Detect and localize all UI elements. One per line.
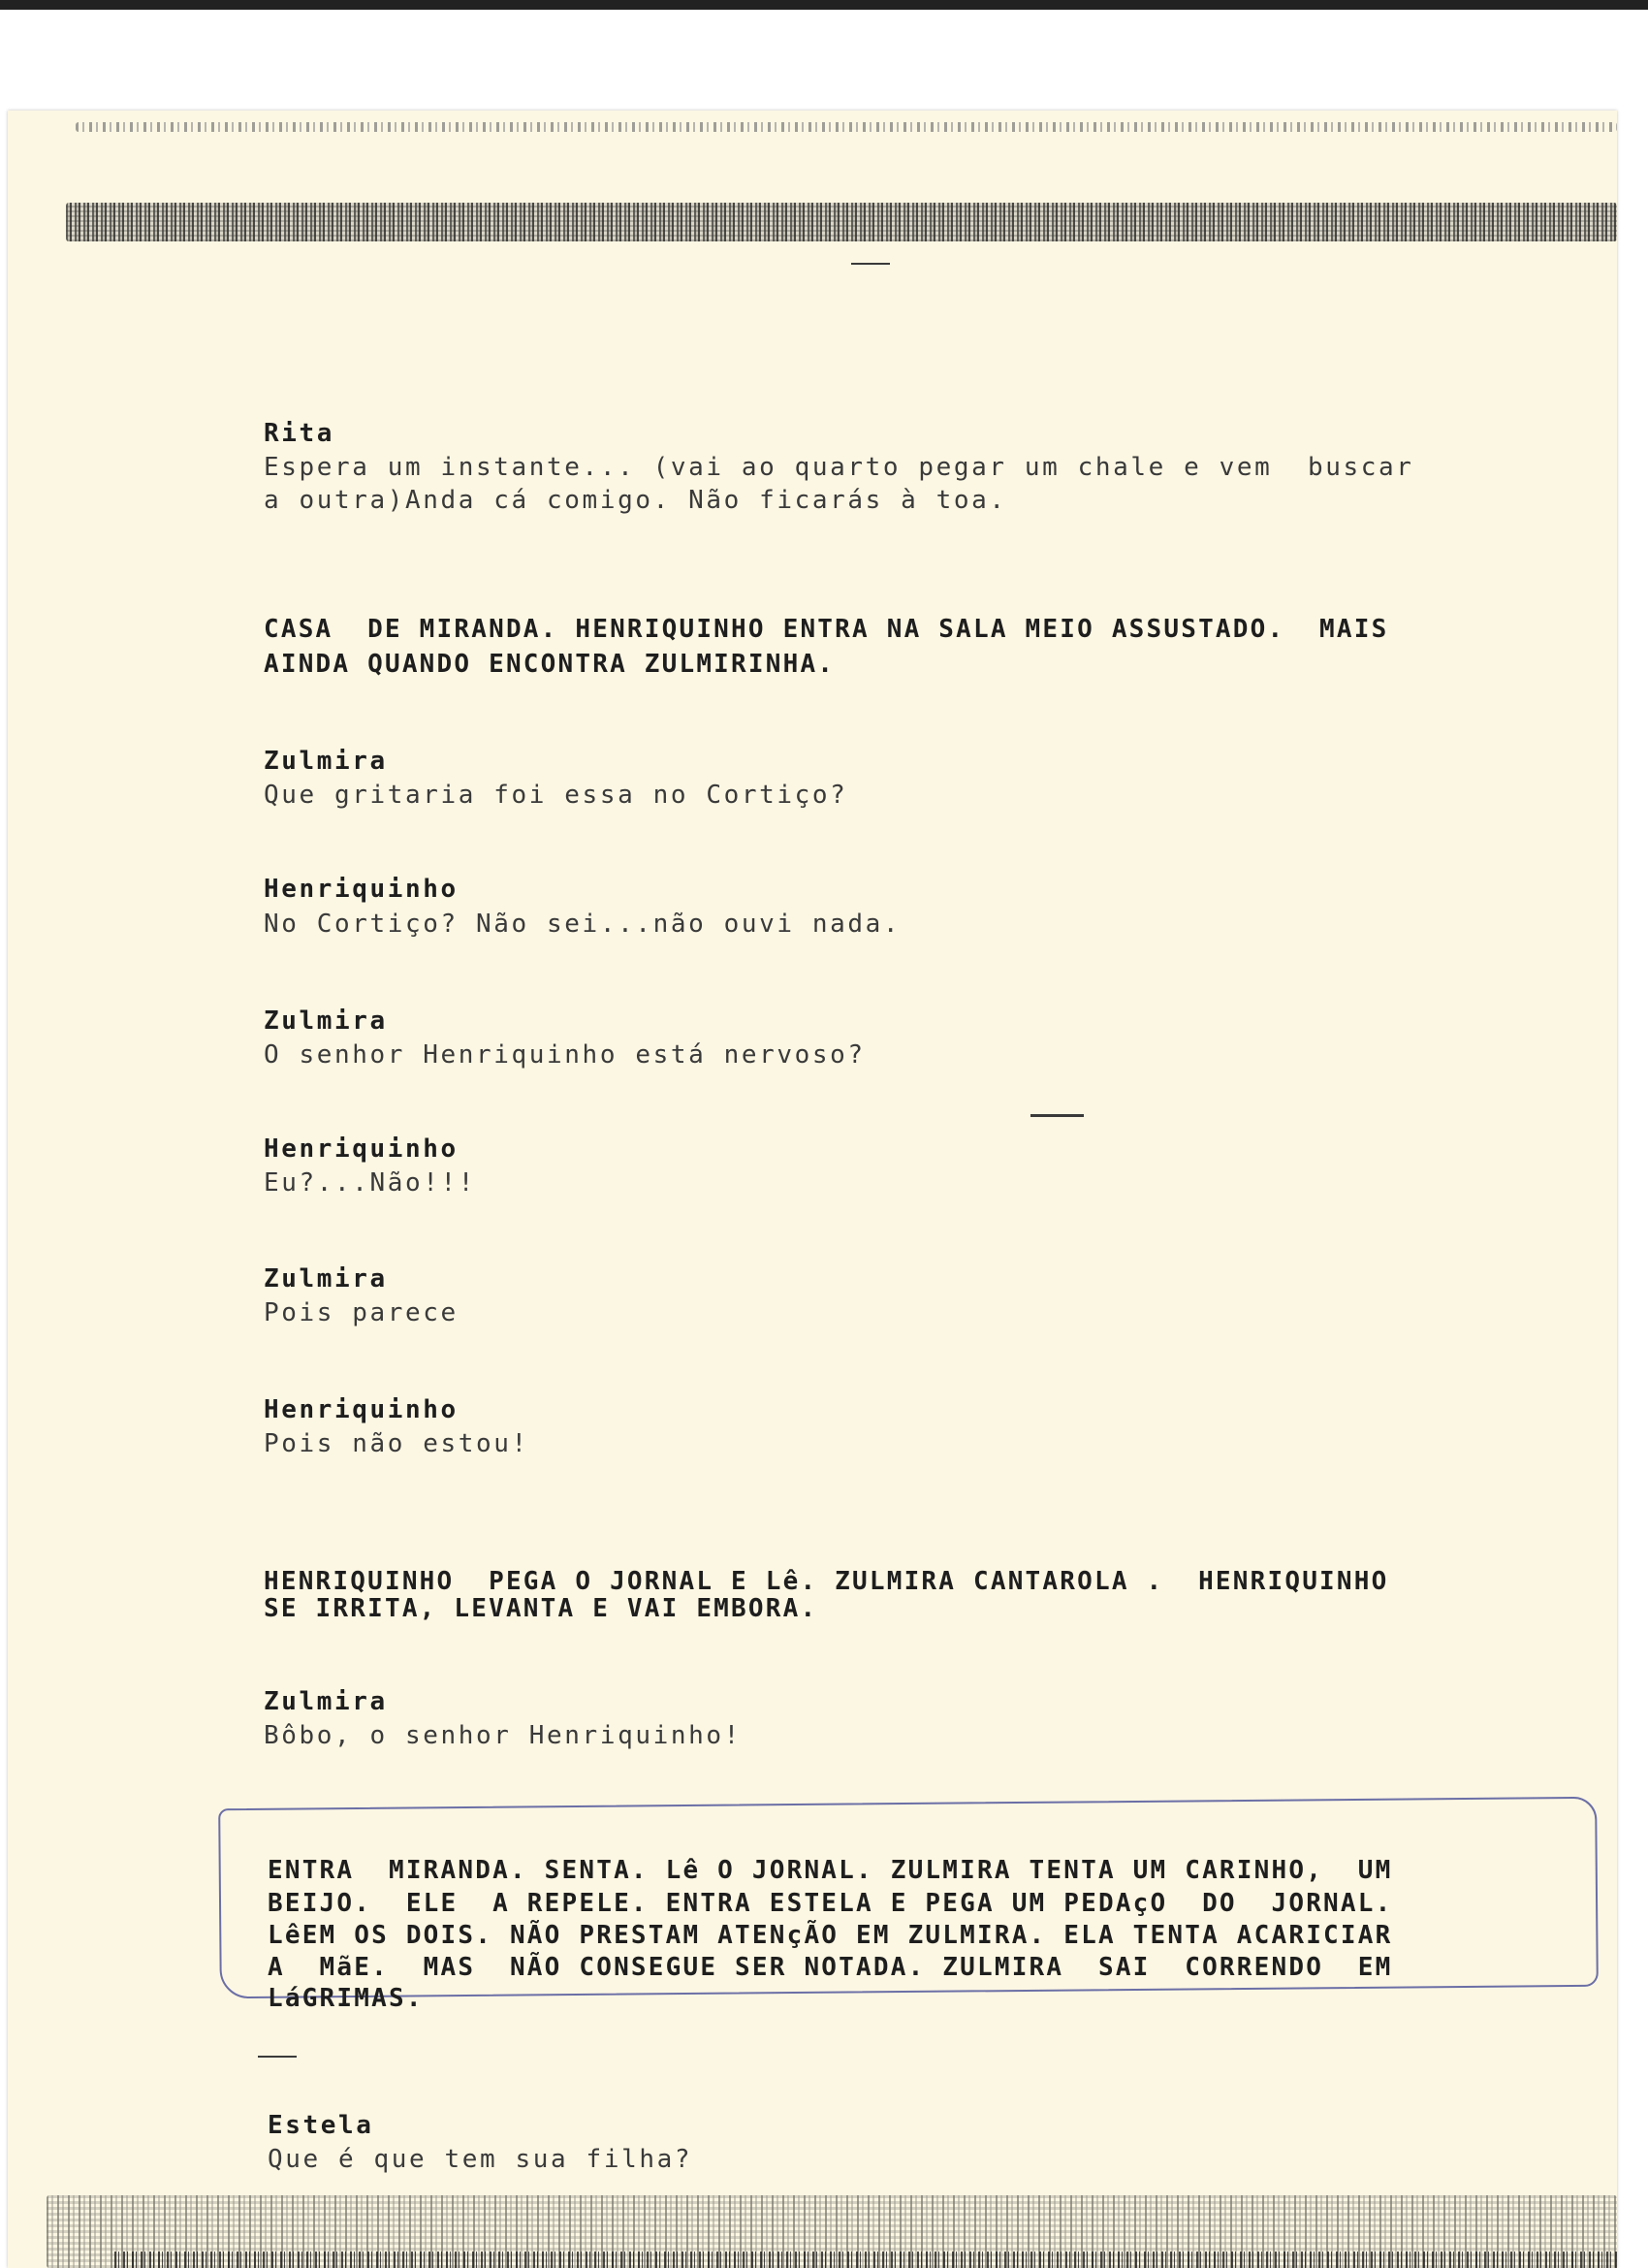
dialogue-line: Bôbo, o senhor Henriquinho!: [264, 1721, 742, 1750]
speaker-henriquinho: Henriquinho: [264, 875, 459, 904]
speaker-rita: Rita: [264, 419, 335, 448]
dialogue-line: Pois não estou!: [264, 1429, 529, 1458]
speaker-zulmira: Zulmira: [264, 1264, 388, 1294]
dialogue-line: a outra)Anda cá comigo. Não ficarás à toa.: [264, 486, 1007, 515]
stray-mark: [258, 2056, 297, 2058]
dialogue-line: O senhor Henriquinho está nervoso?: [264, 1040, 866, 1070]
dialogue-line: Que é que tem sua filha?: [268, 2145, 693, 2174]
stage-direction-boxed: LêEM OS DOIS. NÃO PRESTAM ATENçÃO EM ZULMIRA. ELA TENTA ACARICIAR: [268, 1921, 1393, 1950]
stage-direction: SE IRRITA, LEVANTA E VAI EMBORA.: [264, 1594, 818, 1623]
scanner-top-edge: [0, 0, 1648, 10]
dialogue-line: Pois parece: [264, 1298, 459, 1327]
stray-mark: [851, 263, 890, 265]
stage-direction: HENRIQUINHO PEGA O JORNAL E Lê. ZULMIRA CANTAROLA . HENRIQUINHO: [264, 1567, 1389, 1596]
speaker-estela: Estela: [268, 2111, 374, 2140]
dialogue-line: Eu?...Não!!!: [264, 1168, 477, 1198]
speaker-zulmira: Zulmira: [264, 1006, 388, 1036]
speaker-henriquinho: Henriquinho: [264, 1134, 459, 1164]
dialogue-line: Espera um instante... (vai ao quarto pegar um chale e vem buscar: [264, 453, 1414, 482]
speaker-zulmira: Zulmira: [264, 747, 388, 776]
scan-barcode-strip: [114, 2252, 1617, 2268]
stray-mark: [1030, 1114, 1084, 1117]
speaker-zulmira: Zulmira: [264, 1687, 388, 1716]
stage-direction-boxed: LáGRIMAS.: [268, 1984, 424, 2013]
dialogue-line: No Cortiço? Não sei...não ouvi nada.: [264, 910, 902, 939]
stage-direction-boxed: BEIJO. ELE A REPELE. ENTRA ESTELA E PEGA UM PEDAçO DO JORNAL.: [268, 1889, 1393, 1918]
speaker-henriquinho: Henriquinho: [264, 1395, 459, 1424]
stage-direction-boxed: A MãE. MAS NÃO CONSEGUE SER NOTADA. ZULMIRA SAI CORRENDO EM: [268, 1953, 1393, 1982]
stage-direction: AINDA QUANDO ENCONTRA ZULMIRINHA.: [264, 650, 836, 679]
stage-direction-boxed: ENTRA MIRANDA. SENTA. Lê O JORNAL. ZULMIRA TENTA UM CARINHO, UM: [268, 1856, 1393, 1885]
stage-direction: CASA DE MIRANDA. HENRIQUINHO ENTRA NA SALA MEIO ASSUSTADO. MAIS: [264, 615, 1389, 644]
dialogue-line: Que gritaria foi essa no Cortiço?: [264, 781, 848, 810]
scan-noise-top: [76, 122, 1617, 132]
scan-noise-band: [66, 203, 1617, 241]
